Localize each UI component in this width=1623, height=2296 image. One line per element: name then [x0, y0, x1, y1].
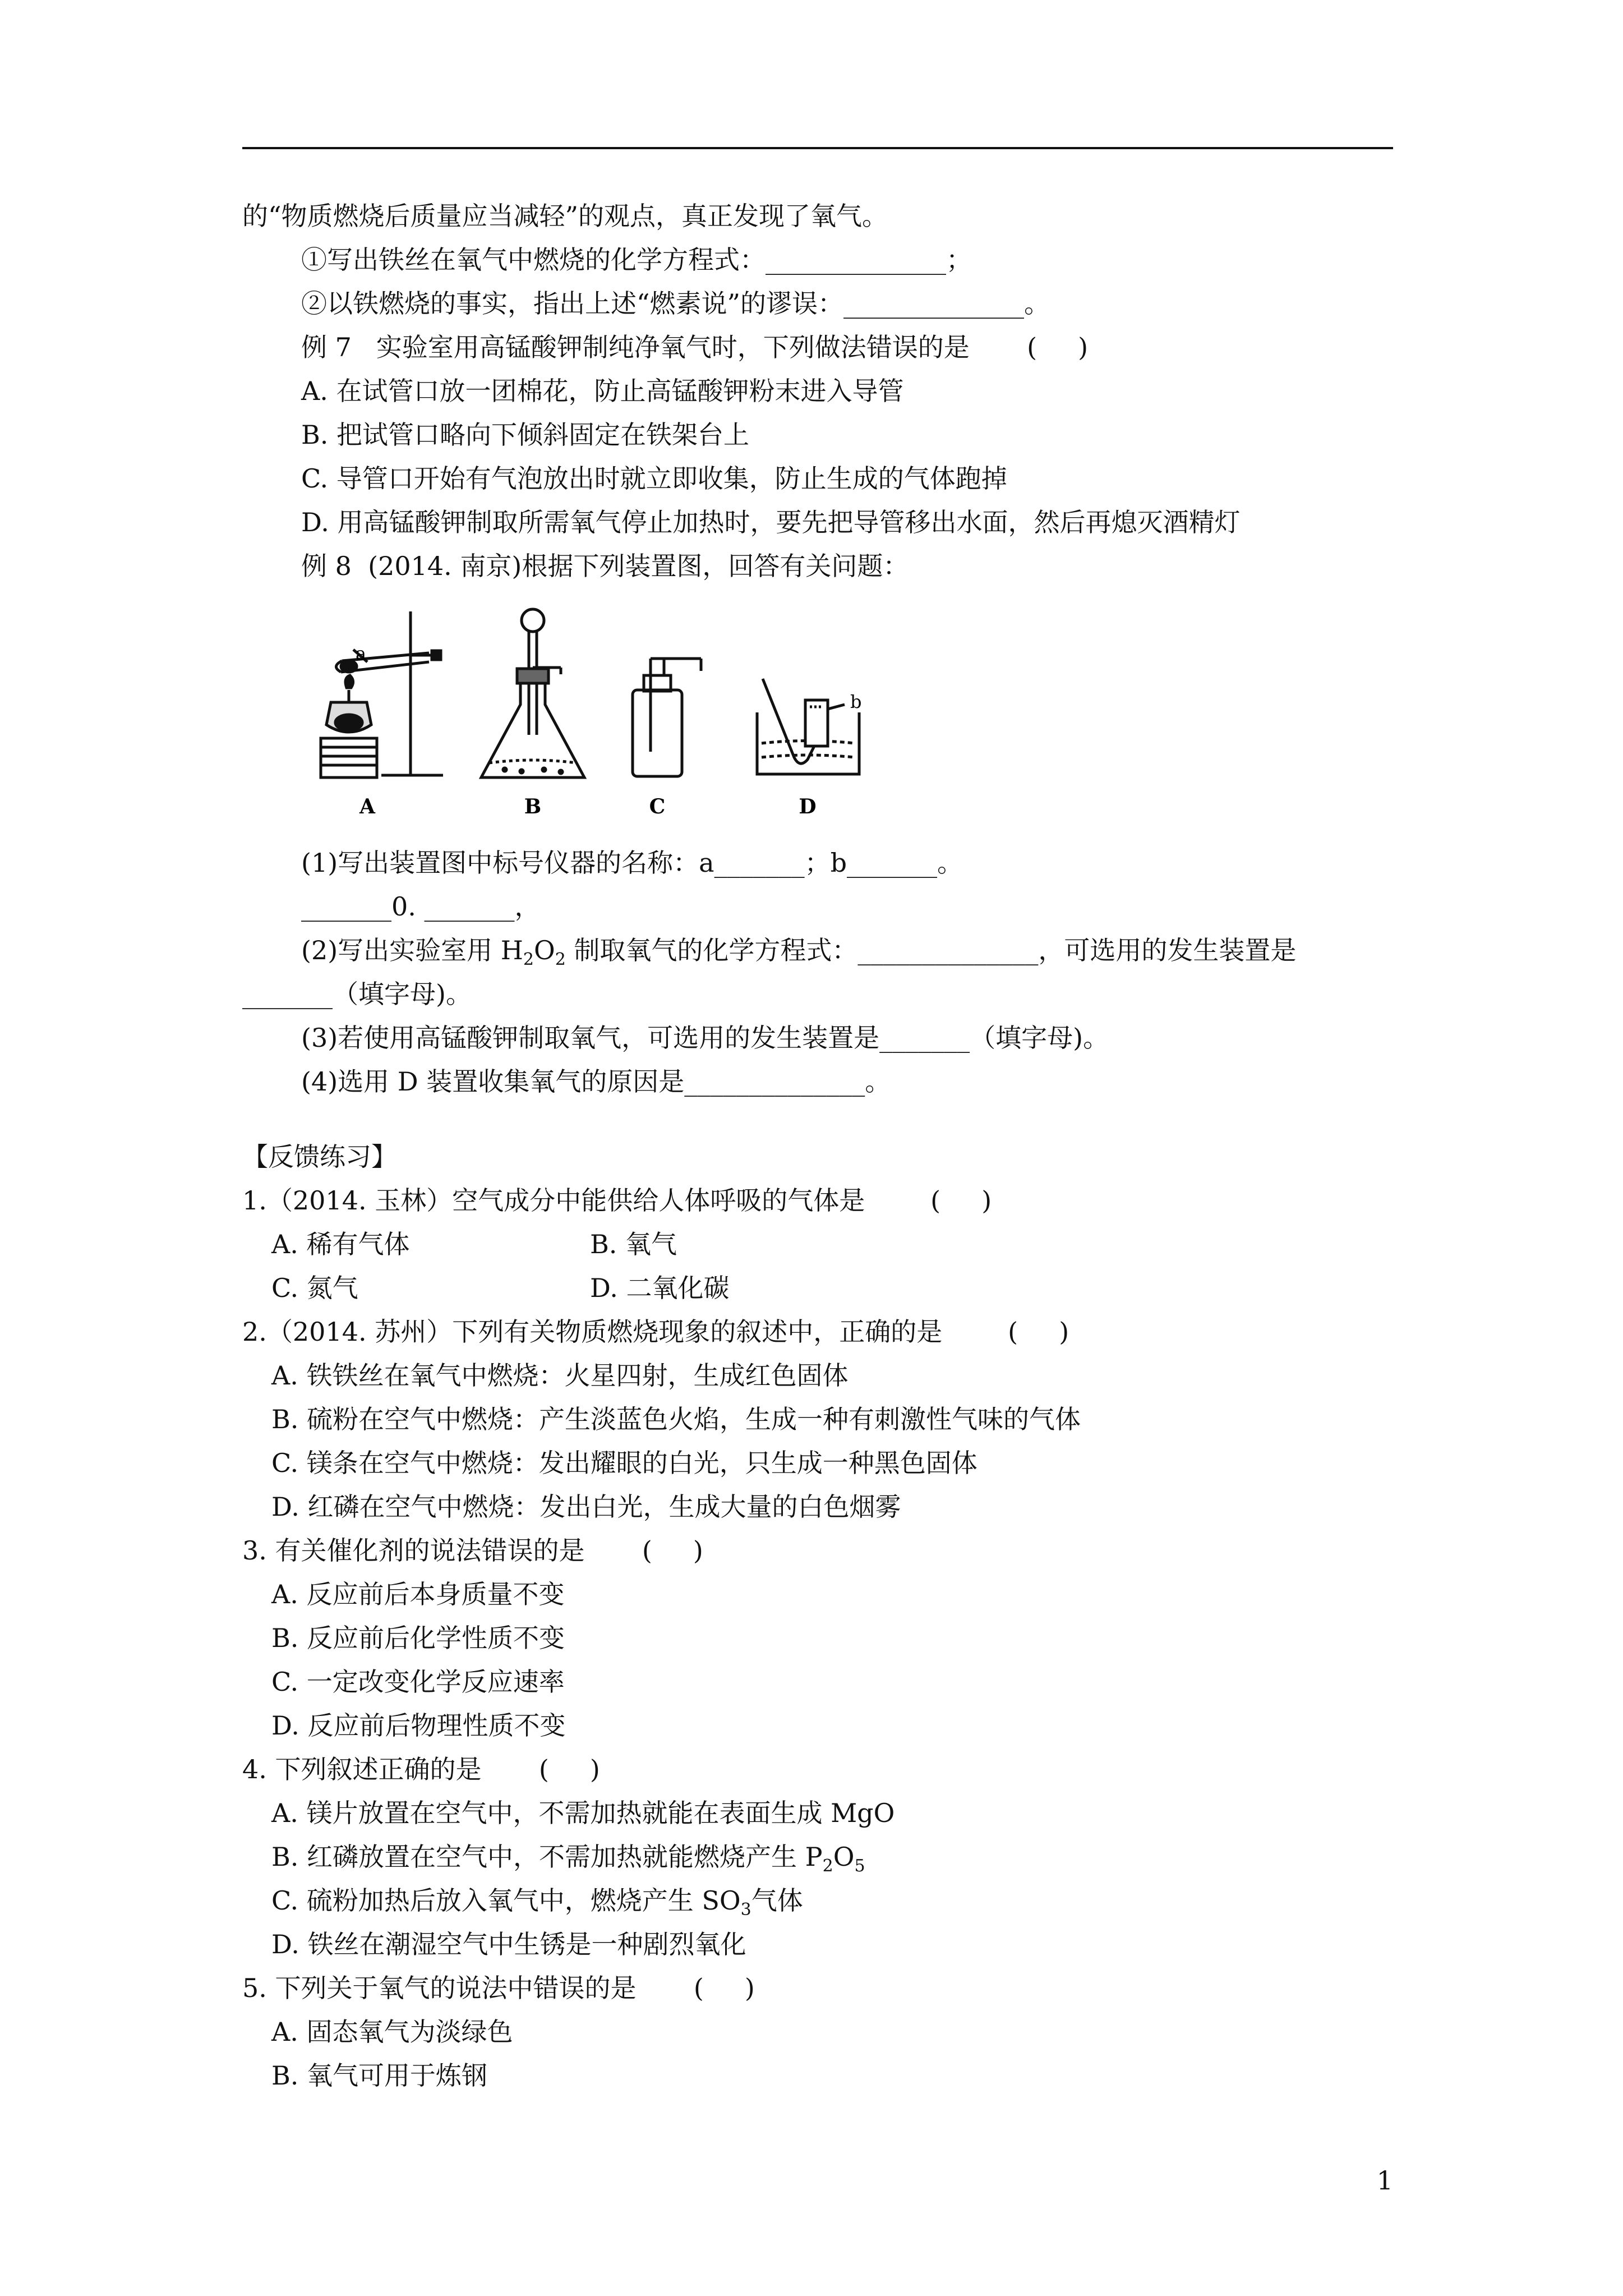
- example-8-question-1: (1)写出装置图中标号仪器的名称：a_______；b_______。: [301, 848, 963, 878]
- example-8-question-3: (3)若使用高锰酸钾制取氧气，可选用的发生装置是_______（填字母)。: [301, 1023, 1109, 1053]
- feedback-q4-option-c: C. 硫粉加热后放入氧气中，燃烧产生 $SO_3$气体: [271, 1885, 803, 1920]
- label-a: A: [359, 795, 375, 818]
- feedback-q4-option-a: A. 镁片放置在空气中，不需加热就能在表面生成 MgO: [271, 1798, 895, 1828]
- feedback-q1-option-a: A. 稀有气体: [271, 1229, 410, 1259]
- example-7-option-b: B. 把试管口略向下倾斜固定在铁架台上: [301, 420, 750, 450]
- feedback-q3-option-d: D. 反应前后物理性质不变: [271, 1710, 566, 1741]
- example-8-question-2: (2)写出实验室用 $H_2O_2$ 制取氧气的化学方程式：______________，可选用的发生装置是: [301, 935, 1297, 969]
- feedback-q5-option-a: A. 固态氧气为淡绿色: [271, 2017, 513, 2047]
- apparatus-figure: [314, 606, 942, 830]
- marker-a: a: [356, 643, 367, 664]
- example-8-question-4: (4)选用 D 装置收集氧气的原因是______________。: [301, 1066, 891, 1097]
- example-7-option-d: D. 用高锰酸钾制取所需氧气停止加热时，要先把导管移出水面，然后再熄灭酒精灯: [301, 507, 1241, 537]
- header-rule: [242, 147, 1393, 149]
- feedback-q4-option-d: D. 铁丝在潮湿空气中生锈是一种剧烈氧化: [271, 1929, 746, 1959]
- intro-question-2: ②以铁燃烧的事实，指出上述“燃素说”的谬误：______________。: [301, 288, 1050, 319]
- feedback-q2-option-c: C. 镁条在空气中燃烧：发出耀眼的白光，只生成一种黑色固体: [271, 1448, 978, 1478]
- example-8-question-2-cont: _______（填字母)。: [242, 979, 472, 1009]
- feedback-q2-option-d: D. 红磷在空气中燃烧：发出白光，生成大量的白色烟雾: [271, 1492, 901, 1522]
- example-8-stem: 例 8 (2014. 南京)根据下列装置图，回答有关问题：: [301, 551, 909, 581]
- label-c: C: [649, 795, 666, 818]
- feedback-q3-option-a: A. 反应前后本身质量不变: [271, 1579, 565, 1609]
- marker-b: b: [850, 691, 862, 712]
- intro-question-1: ①写出铁丝在氧气中燃烧的化学方程式：______________；: [301, 245, 972, 275]
- label-b: B: [524, 795, 542, 818]
- feedback-q1-option-d: D. 二氧化碳: [590, 1273, 730, 1303]
- apparatus-b-conical-flask: [481, 609, 584, 777]
- apparatus-c-gas-bottle: [633, 659, 701, 776]
- feedback-q1-stem: 1.（2014. 玉林）空气成分中能供给人体呼吸的气体是 ( ): [242, 1185, 992, 1216]
- feedback-q1-option-b: B. 氧气: [590, 1229, 677, 1259]
- feedback-q3-option-c: C. 一定改变化学反应速率: [271, 1667, 565, 1697]
- apparatus-a-heating-tube: [321, 611, 443, 777]
- intro-line: 的“物质燃烧后质量应当减轻”的观点，真正发现了氧气。: [242, 201, 888, 231]
- feedback-q1-option-c: C. 氮气: [271, 1273, 358, 1303]
- feedback-q5-option-b: B. 氧气可用于炼钢: [271, 2060, 488, 2091]
- apparatus-d-water-trough: [757, 679, 862, 774]
- page-number: 1: [1376, 2165, 1393, 2196]
- example-7-stem: 例 7 实验室用高锰酸钾制纯净氧气时，下列做法错误的是 ( ): [301, 332, 1089, 362]
- feedback-q2-option-a: A. 铁铁丝在氧气中燃烧：火星四射，生成红色固体: [271, 1360, 849, 1391]
- label-d: D: [799, 795, 817, 818]
- feedback-q3-option-b: B. 反应前后化学性质不变: [271, 1623, 565, 1653]
- feedback-q4-option-b: B. 红磷放置在空气中，不需加热就能燃烧产生 $P_2O_5$: [271, 1842, 865, 1876]
- feedback-q5-stem: 5. 下列关于氧气的说法中错误的是 ( ): [242, 1973, 755, 2003]
- feedback-q4-stem: 4. 下列叙述正确的是 ( ): [242, 1754, 600, 1784]
- feedback-q2-option-b: B. 硫粉在空气中燃烧：产生淡蓝色火焰，生成一种有刺激性气味的气体: [271, 1404, 1081, 1434]
- example-7-option-c: C. 导管口开始有气泡放出时就立即收集，防止生成的气体跑掉: [301, 463, 1007, 494]
- example-7-option-a: A. 在试管口放一团棉花，防止高锰酸钾粉末进入导管: [301, 376, 904, 406]
- feedback-heading: 【反馈练习】: [242, 1142, 397, 1172]
- feedback-q2-stem: 2.（2014. 苏州）下列有关物质燃烧现象的叙述中，正确的是 ( ): [242, 1317, 1069, 1347]
- feedback-q3-stem: 3. 有关催化剂的说法错误的是 ( ): [242, 1535, 703, 1566]
- example-8-question-1-cont: _______0. _______，: [301, 891, 541, 922]
